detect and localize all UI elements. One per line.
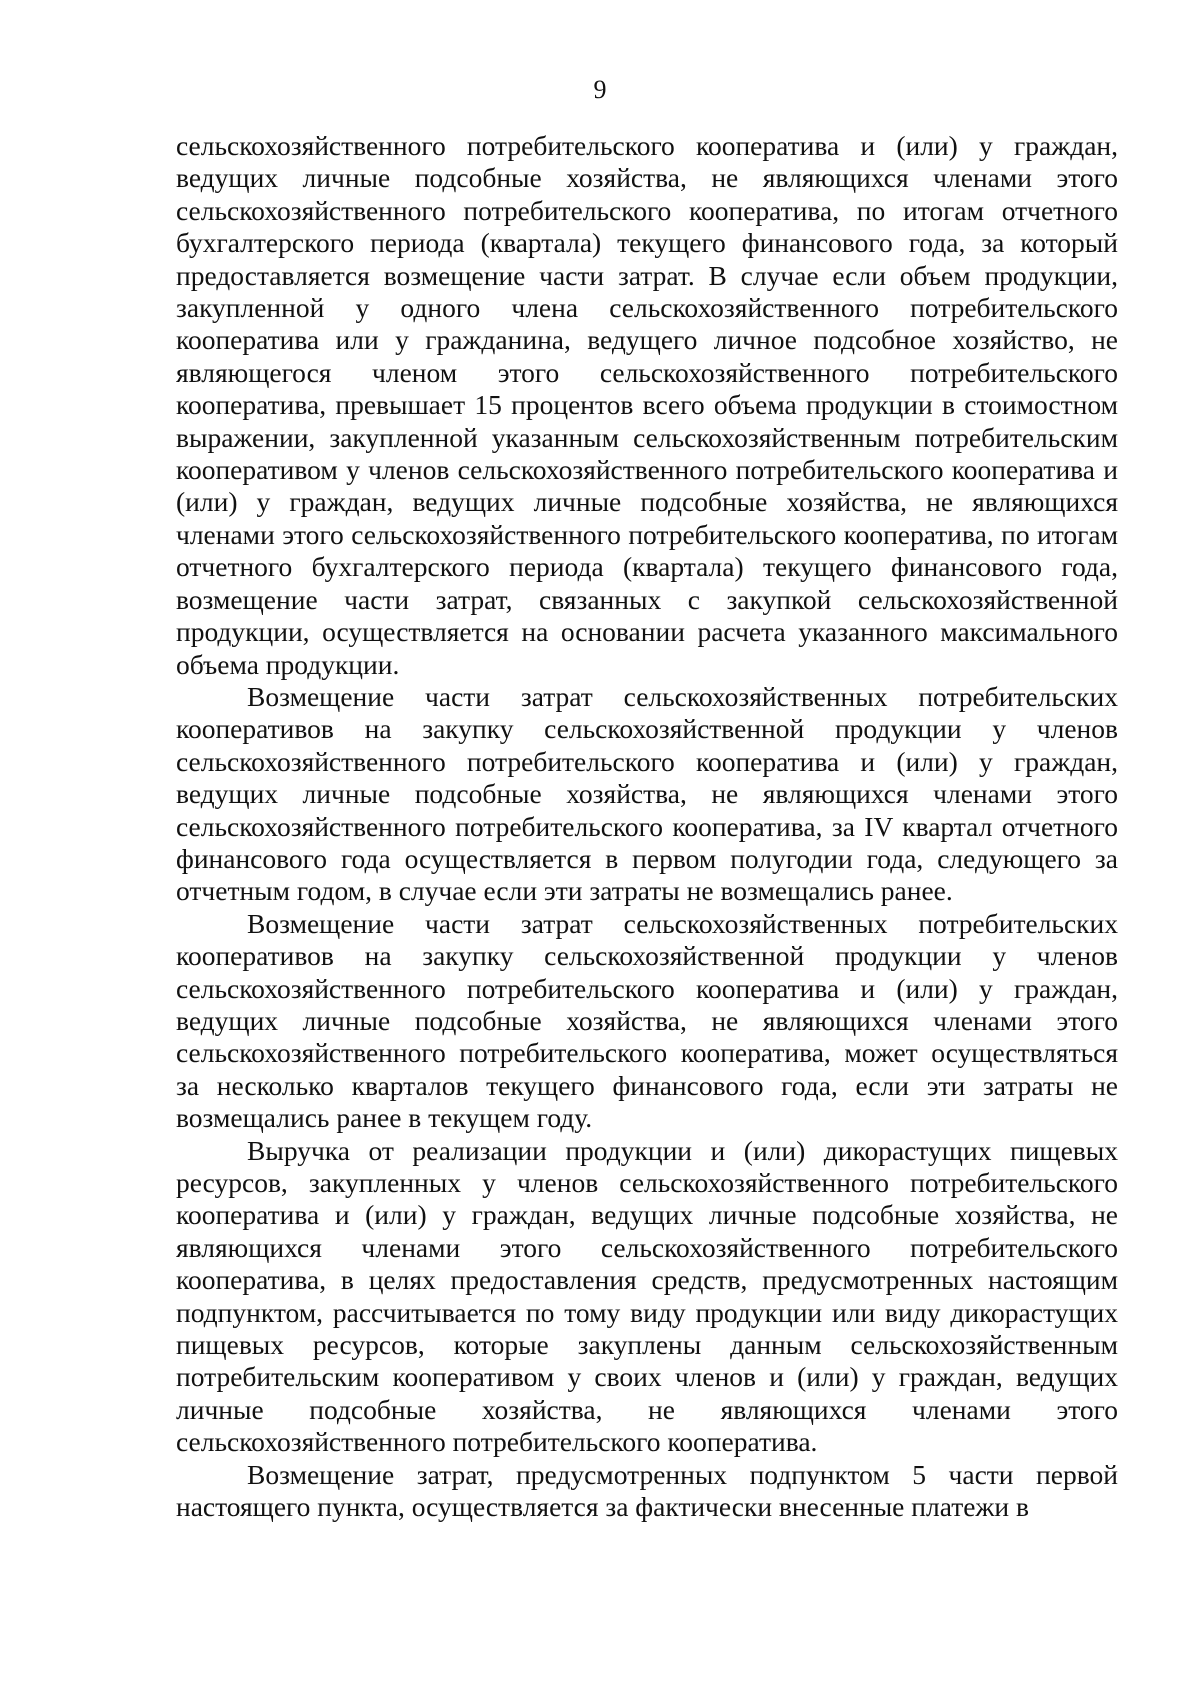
page-number: 9 xyxy=(593,75,607,104)
paragraph-multiple-quarters: Возмещение части затрат сельскохозяйственных потребительских кооперативов на закупку сельскохозяйственной продукции у членов сельскохозяйственного потребительского кооператива и (или) у граждан, ведущих личные подсобные хозяйства, не являющихся членами этого сельскохозяйственного потребительского кооператива, может осуществляться за несколько кварталов текущего финансового года, если эти затраты не возмещались ранее в текущем году. xyxy=(176,907,1118,1134)
paragraph-continuation: сельскохозяйственного потребительского кооператива и (или) у граждан, ведущих личные подсобные хозяйства, не являющихся членами этого сельскохозяйственного потребительского кооператива, по итогам отчетного бухгалтерского периода (квартала) текущего финансового года, за который предоставляется возмещение части затрат. В случае если объем продукции, закупленной у одного члена сельскохозяйственного потребительского кооператива или у гражданина, ведущего личное подсобное хозяйство, не являющегося членом этого сельскохозяйственного потребительского кооператива, превышает 15 процентов всего объема продукции в стоимостном выражении, закупленной указанным сельскохозяйственным потребительским кооперативом у членов сельскохозяйственного потребительского кооператива и (или) у граждан, ведущих личные подсобные хозяйства, не являющихся членами этого сельскохозяйственного потребительского кооператива, по итогам отчетного бухгалтерского периода (квартала) текущего финансового года, возмещение части затрат, связанных с закупкой сельскохозяйственной продукции, осуществляется на основании расчета указанного максимального объема продукции. xyxy=(176,130,1118,680)
paragraph-subpoint-5-reimbursement: Возмещение затрат, предусмотренных подпунктом 5 части первой настоящего пункта, осуществляется за фактически внесенные платежи в xyxy=(176,1458,1118,1523)
paragraph-iv-quarter-reimbursement: Возмещение части затрат сельскохозяйственных потребительских кооперативов на закупку сельскохозяйственной продукции у членов сельскохозяйственного потребительского кооператива и (или) у граждан, ведущих личные подсобные хозяйства, не являющихся членами этого сельскохозяйственного потребительского кооператива, за IV квартал отчетного финансового года осуществляется в первом полугодии года, следующего за отчетным годом, в случае если эти затраты не возмещались ранее. xyxy=(176,680,1118,907)
paragraph-revenue-calculation: Выручка от реализации продукции и (или) дикорастущих пищевых ресурсов, закупленных у членов сельскохозяйственного потребительского кооператива и (или) у граждан, ведущих личные подсобные хозяйства, не являющихся членами этого сельскохозяйственного потребительского кооператива, в целях предоставления средств, предусмотренных настоящим подпунктом, рассчитывается по тому виду продукции или виду дикорастущих пищевых ресурсов, которые закуплены данным сельскохозяйственным потребительским кооперативом у своих членов и (или) у граждан, ведущих личные подсобные хозяйства, не являющихся членами этого сельскохозяйственного потребительского кооператива. xyxy=(176,1134,1118,1458)
document-body xyxy=(176,130,1118,1523)
